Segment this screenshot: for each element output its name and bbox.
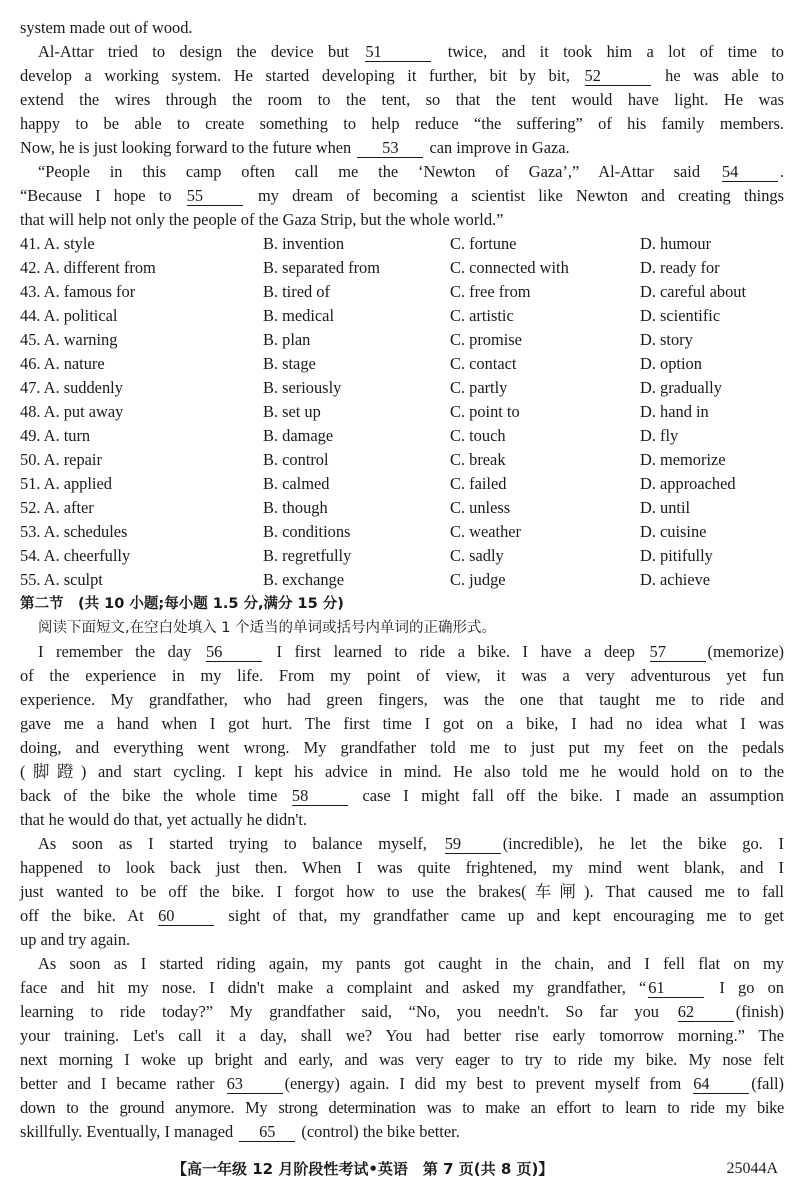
option-d[interactable]: D. story — [640, 330, 693, 349]
option-c[interactable]: C. unless — [450, 498, 511, 517]
option-b[interactable]: B. set up — [263, 402, 321, 421]
text: I remember the day — [38, 642, 192, 661]
question-51 — [20, 472, 780, 496]
option-a[interactable]: 50. A. repair — [20, 450, 102, 469]
question-44 — [20, 304, 780, 328]
text: happy to be able to create something to help reduce “the suffering” of his family members. — [20, 114, 784, 133]
blank-65[interactable]: 65 — [239, 1123, 295, 1142]
option-c[interactable]: C. connected with — [450, 258, 569, 277]
option-c[interactable]: C. artistic — [450, 306, 514, 325]
passage2-line — [38, 832, 784, 856]
option-b[interactable]: B. invention — [263, 234, 345, 253]
question-42 — [20, 256, 780, 280]
section-instruction: 阅读下面短文,在空白处填入 1 个适当的单词或括号内单词的正确形式。 — [38, 620, 497, 636]
option-b[interactable]: B. plan — [263, 330, 311, 349]
option-d[interactable]: D. approached — [640, 474, 736, 493]
passage1-line — [20, 16, 784, 40]
option-d[interactable]: D. scientific — [640, 306, 721, 325]
text: back of the bike the whole time — [20, 786, 278, 805]
passage2-line — [38, 640, 784, 664]
passage2-line — [20, 928, 784, 952]
text: (fall) — [751, 1074, 784, 1093]
question-52 — [20, 496, 780, 520]
passage2-line — [20, 712, 784, 736]
text: (energy) again. I did my best to prevent myself from — [284, 1074, 682, 1093]
question-45 — [20, 328, 780, 352]
question-55 — [20, 568, 780, 592]
text: As soon as I started trying to balance myself, — [38, 834, 427, 853]
passage2-line — [20, 1096, 784, 1120]
text: learning to ride today?” My grandfather said, “No, you needn't. So far you — [20, 1002, 660, 1021]
question-43 — [20, 280, 780, 304]
text: . — [779, 162, 784, 181]
option-d[interactable]: D. careful about — [640, 282, 747, 301]
blank-63[interactable]: 63 — [227, 1075, 283, 1094]
text: face and hit my nose. I didn't make a complaint and asked my grandfather, “ — [20, 978, 647, 997]
passage1-line — [20, 112, 784, 136]
question-54 — [20, 544, 780, 568]
option-c[interactable]: C. promise — [450, 330, 522, 349]
passage2-line — [20, 1120, 784, 1144]
option-c[interactable]: C. contact — [450, 354, 517, 373]
blank-54[interactable]: 54 — [722, 163, 778, 182]
option-c[interactable]: C. break — [450, 450, 506, 469]
section-heading: 第二节 (共 10 小题;每小题 1.5 分,满分 15 分) — [20, 596, 344, 612]
text: that he would do that, yet actually he didn't. — [20, 810, 307, 829]
option-d[interactable]: D. achieve — [640, 570, 711, 589]
option-b[interactable]: B. conditions — [263, 522, 351, 541]
text: gave me a hand when I got hurt. The first time I got on a bike, I had no idea what I was — [20, 714, 784, 733]
option-a[interactable]: 42. A. different from — [20, 258, 156, 277]
text: “People in this camp often call me the ‘Newton of Gaza’,” Al-Attar said — [38, 162, 701, 181]
passage2-line — [20, 688, 784, 712]
passage1-line — [20, 208, 784, 232]
option-d[interactable]: D. ready for — [640, 258, 720, 277]
option-d[interactable]: D. memorize — [640, 450, 726, 469]
option-a[interactable]: 45. A. warning — [20, 330, 118, 349]
text: Al-Attar tried to design the device but — [38, 42, 349, 61]
option-a[interactable]: 51. A. applied — [20, 474, 112, 493]
passage2-line — [20, 856, 784, 880]
passage2-line — [20, 1072, 784, 1096]
blank-59[interactable]: 59 — [445, 835, 501, 854]
question-47 — [20, 376, 780, 400]
option-c[interactable]: C. touch — [450, 426, 506, 445]
passage1-line — [20, 184, 784, 208]
blank-57[interactable]: 57 — [650, 643, 706, 662]
passage2-line — [20, 808, 784, 832]
text: up and try again. — [20, 930, 131, 949]
passage1-line — [38, 40, 784, 64]
option-a[interactable]: 49. A. turn — [20, 426, 91, 445]
text: he was able to — [665, 66, 784, 85]
blank-61[interactable]: 61 — [648, 979, 704, 998]
passage1-line — [20, 136, 784, 160]
option-a[interactable]: 55. A. sculpt — [20, 570, 103, 589]
option-a[interactable]: 46. A. nature — [20, 354, 105, 373]
text: (incredible), he let the bike go. I — [502, 834, 784, 853]
question-50 — [20, 448, 780, 472]
option-c[interactable]: C. sadly — [450, 546, 504, 565]
blank-56[interactable]: 56 — [206, 643, 262, 662]
text: As soon as I started riding again, my pants got caught in the chain, and I fell flat on my — [38, 954, 784, 973]
text: (control) the bike better. — [301, 1122, 460, 1141]
option-b[interactable]: B. though — [263, 498, 328, 517]
option-b[interactable]: B. medical — [263, 306, 335, 325]
text: extend the wires through the room to the tent, so that the tent would have light. He was — [20, 90, 784, 109]
option-a[interactable]: 41. A. style — [20, 234, 95, 253]
option-a[interactable]: 54. A. cheerfully — [20, 546, 131, 565]
blank-53[interactable]: 53 — [357, 139, 423, 158]
option-d[interactable]: D. gradually — [640, 378, 722, 397]
option-b[interactable]: B. damage — [263, 426, 334, 445]
option-c[interactable]: C. judge — [450, 570, 506, 589]
text: I first learned to ride a bike. I have a deep — [276, 642, 635, 661]
text: I go on — [719, 978, 784, 997]
option-a[interactable]: 48. A. put away — [20, 402, 124, 421]
passage2-line — [20, 784, 784, 808]
question-53 — [20, 520, 780, 544]
text: (memorize) — [707, 642, 784, 661]
question-46 — [20, 352, 780, 376]
text: happened to look back just then. When I was quite frightened, my mind went blank, and I — [20, 858, 784, 877]
passage2-line — [20, 976, 784, 1000]
text: next morning I woke up bright and early, and was very eager to try to ride my bike. My nose felt — [20, 1050, 784, 1069]
text: better and I became rather — [20, 1074, 215, 1093]
option-c[interactable]: C. weather — [450, 522, 521, 541]
text: Now, he is just looking forward to the future when — [20, 138, 352, 157]
option-d[interactable]: D. humour — [640, 234, 712, 253]
text: system made out of wood. — [20, 18, 193, 37]
option-c[interactable]: C. free from — [450, 282, 531, 301]
option-b[interactable]: B. stage — [263, 354, 316, 373]
passage2-line — [20, 1000, 784, 1024]
passage2-line — [20, 904, 784, 928]
option-d[interactable]: D. cuisine — [640, 522, 707, 541]
text: just wanted to be off the bike. I forgot how to use the brakes(车闸). That caused me to fall — [20, 882, 784, 901]
option-d[interactable]: D. until — [640, 498, 691, 517]
option-c[interactable]: C. fortune — [450, 234, 517, 253]
text: my dream of becoming a scientist like Newton and creating things — [257, 186, 784, 205]
passage1-line — [20, 64, 784, 88]
passage2-line — [38, 952, 784, 976]
text: (脚蹬) and start cycling. I kept his advice in mind. He also told me he would hold on to the — [20, 762, 784, 781]
passage1-line — [38, 160, 784, 184]
blank-64[interactable]: 64 — [693, 1075, 749, 1094]
option-c[interactable]: C. failed — [450, 474, 507, 493]
passage2-line — [20, 664, 784, 688]
blank-52[interactable]: 52 — [585, 67, 651, 86]
option-b[interactable]: B. control — [263, 450, 329, 469]
option-b[interactable]: B. calmed — [263, 474, 330, 493]
text: that will help not only the people of the Gaza Strip, but the whole world.” — [20, 210, 504, 229]
option-a[interactable]: 53. A. schedules — [20, 522, 128, 541]
blank-58[interactable]: 58 — [292, 787, 348, 806]
blank-51[interactable]: 51 — [365, 43, 431, 62]
option-b[interactable]: B. separated from — [263, 258, 380, 277]
question-41 — [20, 232, 780, 256]
page-footer: 【高一年级 12 月阶段性考试•英语 第 7 页(共 8 页)】 — [172, 1160, 554, 1178]
text: doing, and everything went wrong. My grandfather told me to just put my feet on the pedals — [20, 738, 784, 757]
option-a[interactable]: 47. A. suddenly — [20, 378, 123, 397]
blank-60[interactable]: 60 — [158, 907, 214, 926]
option-b[interactable]: B. exchange — [263, 570, 345, 589]
option-b[interactable]: B. tired of — [263, 282, 330, 301]
text: experience. My grandfather, who had green fingers, was the one that taught me to ride and — [20, 690, 784, 709]
question-49 — [20, 424, 780, 448]
option-d[interactable]: D. option — [640, 354, 702, 373]
text: down to the ground anymore. My strong determination was to make an effort to learn to ride my bike — [20, 1098, 784, 1117]
text: (finish) — [735, 1002, 784, 1021]
passage2-line — [20, 1048, 784, 1072]
text: twice, and it took him a lot of time to — [447, 42, 784, 61]
option-c[interactable]: C. partly — [450, 378, 508, 397]
blank-62[interactable]: 62 — [678, 1003, 734, 1022]
text: case I might fall off the bike. I made an assumption — [362, 786, 784, 805]
blank-55[interactable]: 55 — [187, 187, 243, 206]
option-a[interactable]: 44. A. political — [20, 306, 118, 325]
passage1-line — [20, 88, 784, 112]
exam-code: 25044A — [726, 1160, 778, 1177]
passage2-line — [20, 880, 784, 904]
option-b[interactable]: B. regretfully — [263, 546, 352, 565]
text: sight of that, my grandfather came up and kept encouraging me to get — [228, 906, 784, 925]
text: can improve in Gaza. — [429, 138, 570, 157]
question-48 — [20, 400, 780, 424]
option-d[interactable]: D. fly — [640, 426, 679, 445]
passage2-line — [20, 736, 784, 760]
passage2-line — [20, 1024, 784, 1048]
text: off the bike. At — [20, 906, 144, 925]
option-d[interactable]: D. pitifully — [640, 546, 713, 565]
text: “Because I hope to — [20, 186, 172, 205]
text: of the experience in my life. From my point of view, it was a very adventurous yet fun — [20, 666, 784, 685]
passage2-line — [20, 760, 784, 784]
option-d[interactable]: D. hand in — [640, 402, 709, 421]
text: your training. Let's call it a day, shall we? You had better rise early tomorrow morning.” The — [20, 1026, 784, 1045]
text: develop a working system. He started developing it further, bit by bit, — [20, 66, 570, 85]
text: skillfully. Eventually, I managed — [20, 1122, 234, 1141]
option-a[interactable]: 43. A. famous for — [20, 282, 136, 301]
option-a[interactable]: 52. A. after — [20, 498, 94, 517]
option-b[interactable]: B. seriously — [263, 378, 342, 397]
option-c[interactable]: C. point to — [450, 402, 520, 421]
